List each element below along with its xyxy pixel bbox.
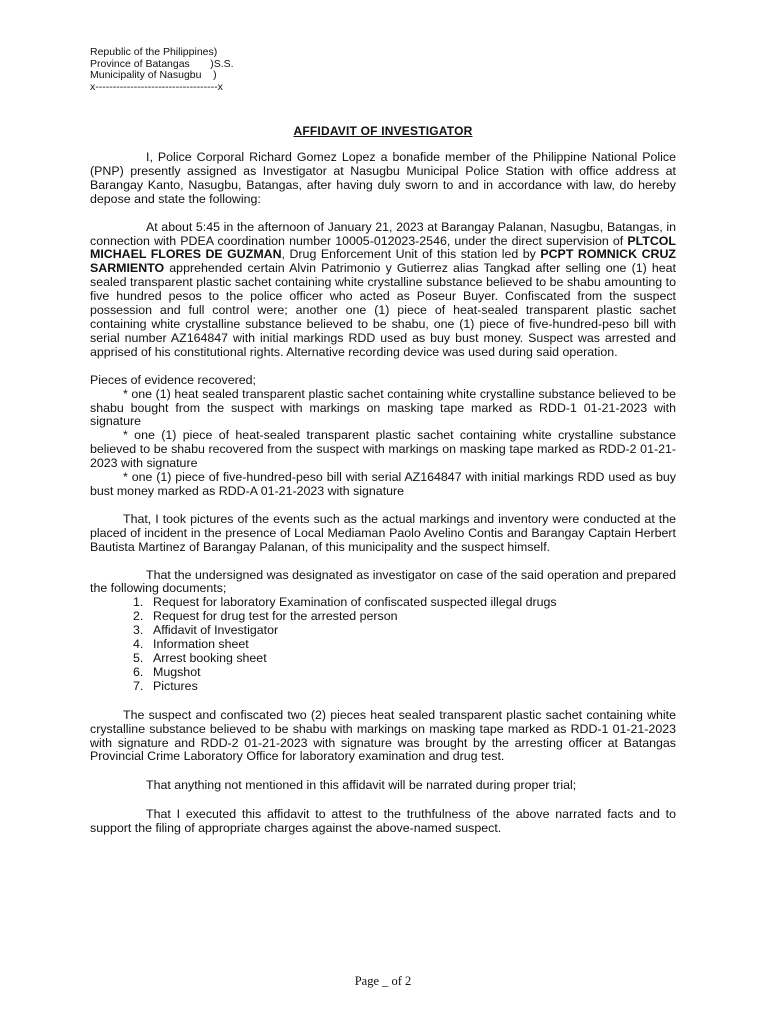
- documents-list: [90, 596, 676, 693]
- list-item: 2. Request for drug test for the arrested person: [133, 609, 398, 624]
- incident-text: At about 5:45 in the afternoon of January 21, 2023 at Barangay Palanan, Nasugbu, Batangas, in connection with PDEA coordination number 10005-012023-2546, under the direct supervision of: [90, 219, 676, 248]
- evidence-item: * one (1) piece of heat-sealed transparent plastic sachet containing white crystalline substance believed to be shabu recovered from the suspect with markings on masking tape marked as RDD-2 01-21-2023 with signature: [90, 428, 676, 471]
- list-item: 7. Pictures: [133, 678, 198, 693]
- evidence-item: * one (1) piece of five-hundred-peso bill with serial AZ164847 with initial markings RDD used as buy bust money marked as RDD-A 01-21-2023 with signature: [90, 470, 676, 498]
- caption-line: Province of Batangas )S.S.: [90, 57, 234, 70]
- paragraph-closing: That I executed this affidavit to attest to the truthfulness of the above narrated facts and to support the filing of appropriate charges against the above-named suspect.: [90, 807, 676, 836]
- evidence-item: * one (1) heat sealed transparent plastic sachet containing white crystalline substance believed to be shabu bought from the suspect with markings on masking tape marked as RDD-1 01-21-2023 with signature: [90, 386, 676, 429]
- list-item: 4. Information sheet: [133, 637, 249, 652]
- document-title: AFFIDAVIT OF INVESTIGATOR: [293, 124, 473, 138]
- list-item: 6. Mugshot: [133, 664, 201, 679]
- team-leader-name: PCPT ROMNICK CRUZ SARMIENTO: [90, 247, 676, 276]
- affidavit-body: [90, 151, 676, 836]
- document-page: [90, 0, 676, 1024]
- list-item: 5. Arrest booking sheet: [133, 651, 267, 665]
- evidence-heading: Pieces of evidence recovered;: [90, 372, 256, 387]
- incident-text: apprehended certain Alvin Patrimonio y Gutierrez alias Tangkad after selling one (1) heat sealed transparent plastic sachet containing white crystalline substance believed to be shabu amounting to five hundred pesos to the police officer who acted as Poseur Buyer. Confiscated from the suspect possession and full control were; another one (1) piece of heat-sealed transparent plastic sachet containing white crystalline substance believed to be shabu, one (1) piece of five-hundred-peso bill with serial number AZ164847 with initial markings RDD used as buy bust money. Suspect was arrested and apprised of his constitutional rights. Alternative recording device was used during said operation.: [90, 261, 676, 359]
- caption-line: Republic of the Philippines): [90, 46, 218, 58]
- list-item: 3. Affidavit of Investigator: [133, 623, 279, 638]
- paragraph-pictures: That, I took pictures of the events such as the actual markings and inventory were conducted at the placed of incident in the presence of Local Mediaman Paolo Avelino Contis and Barangay Captain Herbert Bautista Martinez of Barangay Palanan, of this municipality and the suspect himself.: [90, 511, 676, 554]
- jurisdiction-caption: [90, 47, 234, 93]
- page-number: Page _ of 2: [354, 974, 412, 988]
- paragraph-intro: I, Police Corporal Richard Gomez Lopez a bonafide member of the Philippine National Police (PNP) presently assigned as Investigator at Nasugbu Municipal Police Station with office address at Barangay Kanto, Nasugbu, Batangas, after having duly sworn to and in accordance with law, do hereby depose and state the following:: [90, 150, 676, 206]
- paragraph-laboratory: The suspect and confiscated two (2) pieces heat sealed transparent plastic sachet containing white crystalline substance believed to be shabu with markings on masking tape marked as RDD-1 01-21-2023 with signature and RDD-2 01-21-2023 with signature was brought by the arresting officer at Batangas Provincial Crime Laboratory Office for laboratory examination and drug test.: [90, 707, 676, 764]
- paragraph-trial: That anything not mentioned in this affidavit will be narrated during proper trial;: [146, 778, 577, 793]
- caption-line: Municipality of Nasugbu ): [90, 69, 217, 81]
- paragraph-incident: [90, 221, 676, 360]
- incident-text: , Drug Enforcement Unit of this station led by: [281, 247, 541, 262]
- paragraph-documents: That the undersigned was designated as investigator on case of the said operation and prepared the following documents;: [90, 567, 676, 596]
- caption-separator: x-----------------------------------x: [90, 80, 223, 93]
- list-item: 1. Request for laboratory Examination of confiscated suspected illegal drugs: [133, 595, 557, 610]
- supervisor-name: PLTCOL MICHAEL FLORES DE GUZMAN: [90, 233, 676, 262]
